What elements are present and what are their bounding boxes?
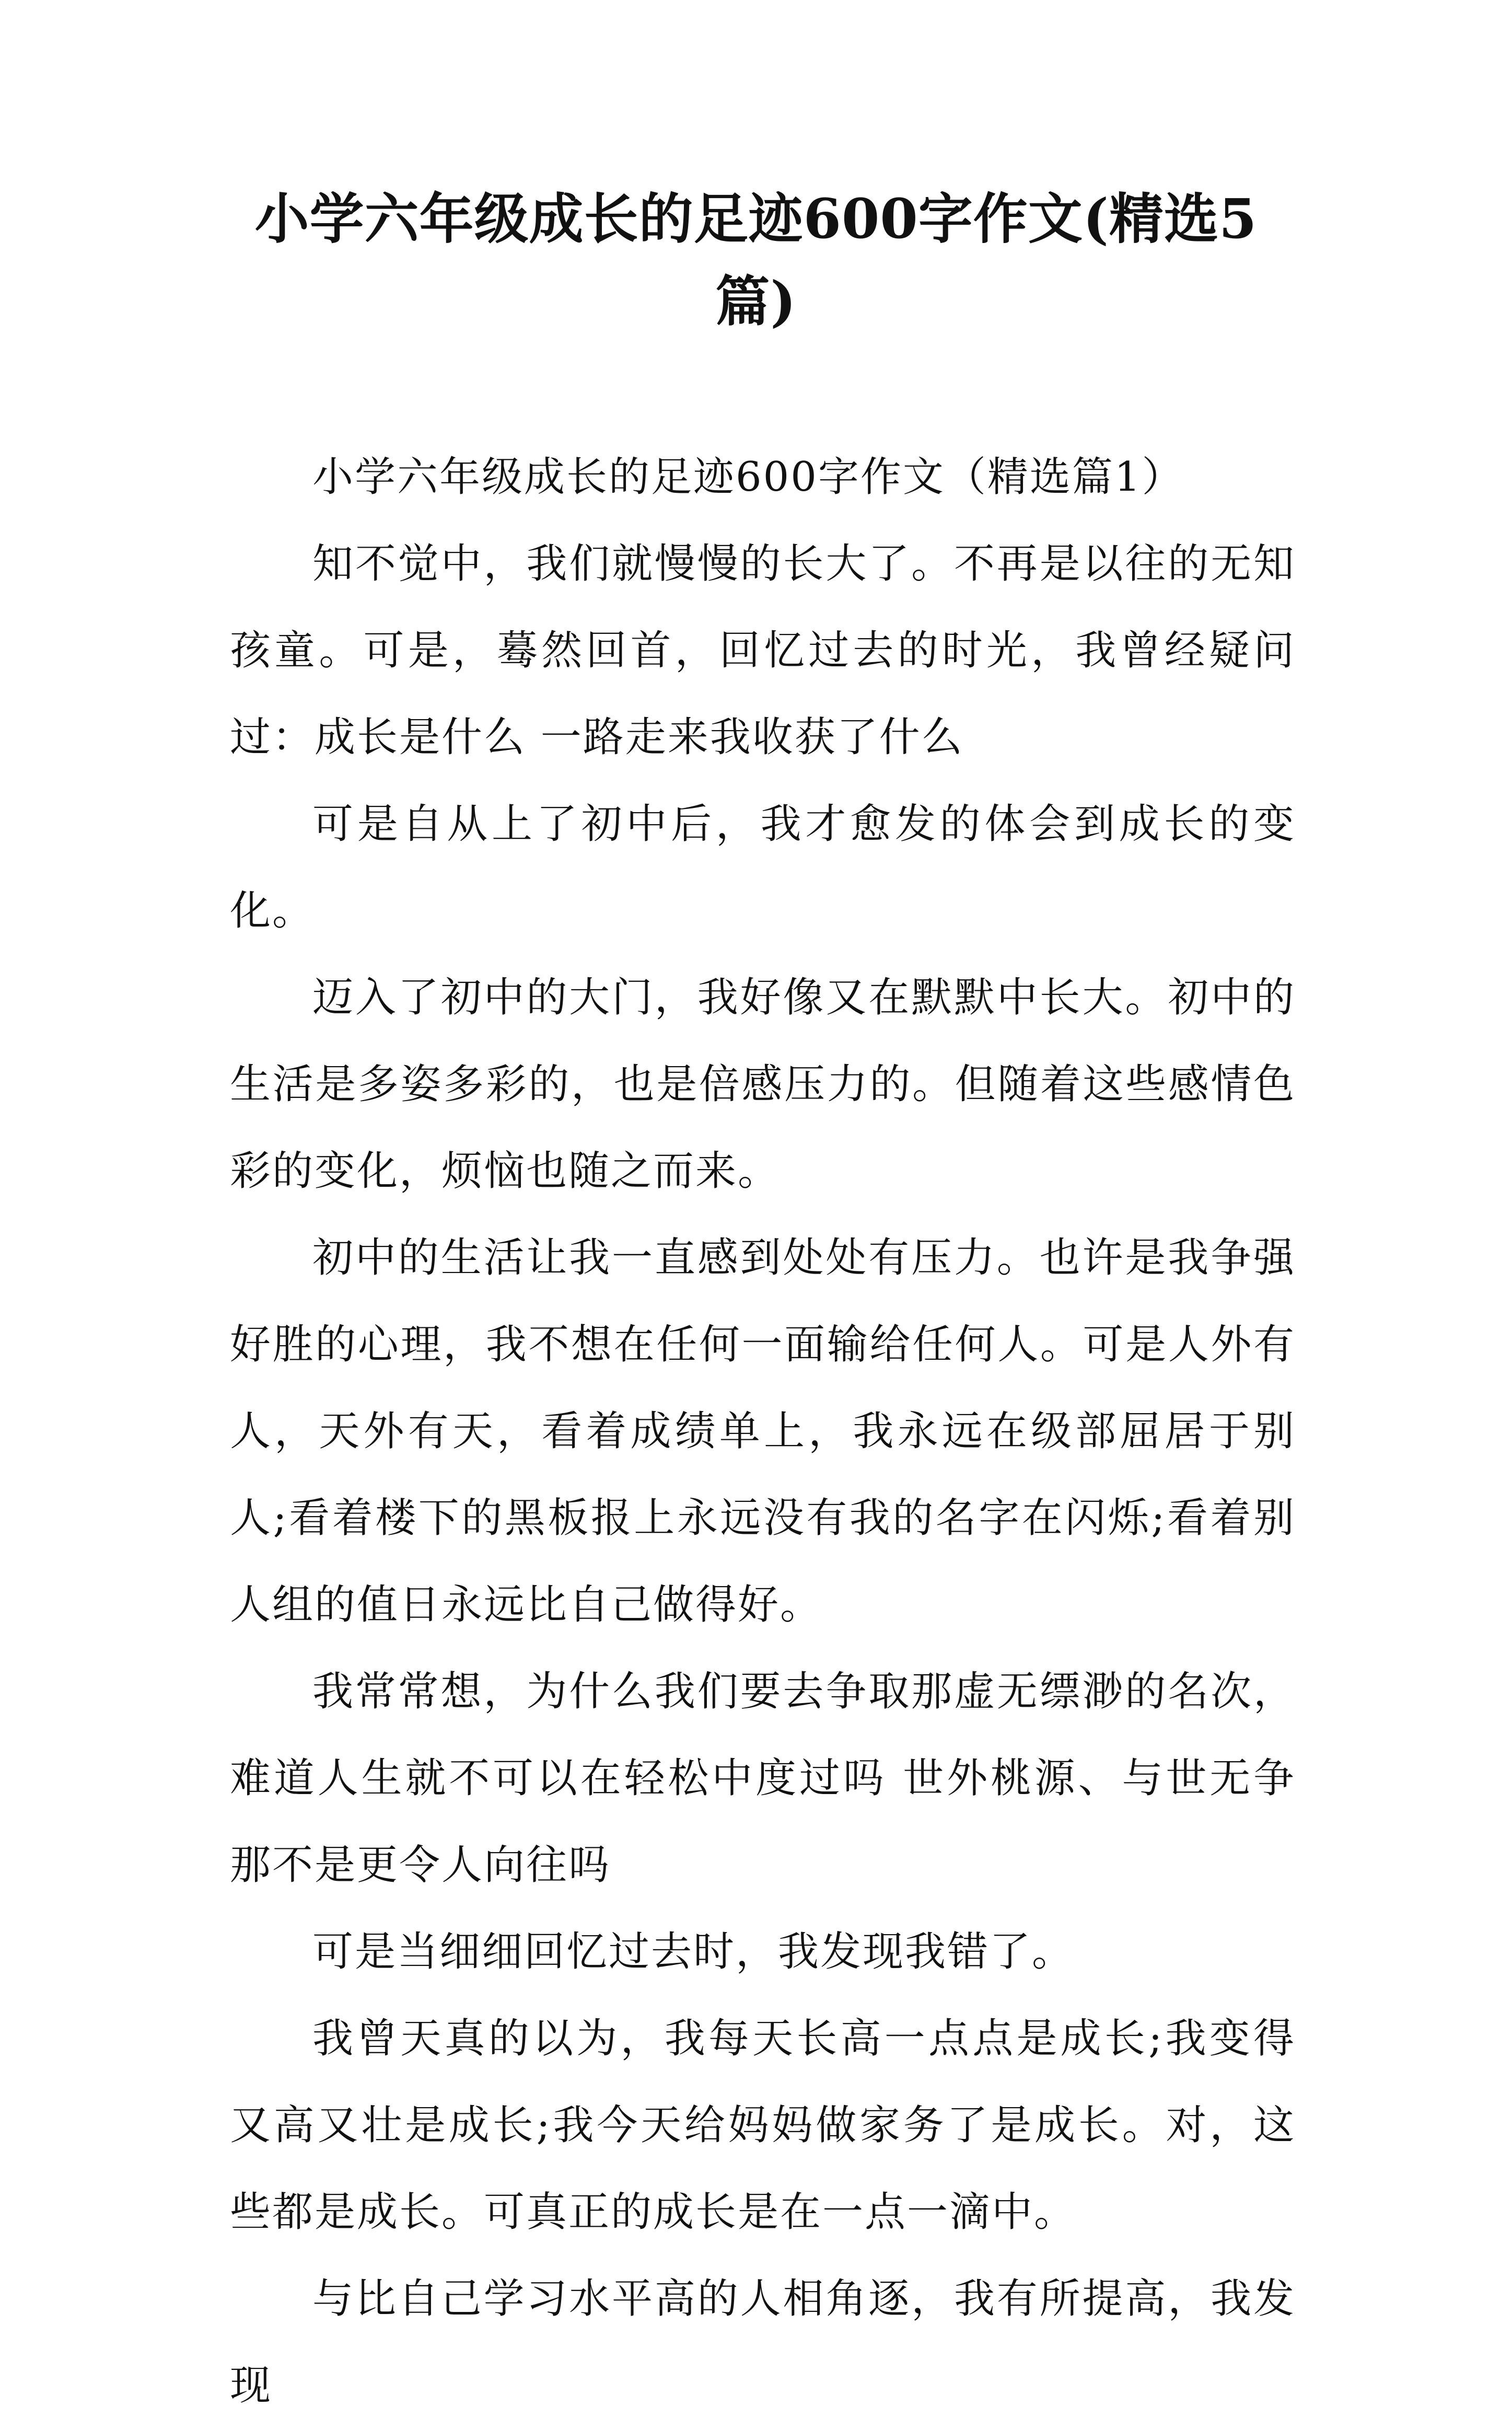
paragraph: 可是当细细回忆过去时，我发现我错了。: [312, 1928, 1075, 1975]
paragraph: 可是自从上了初中后，我才愈发的体会到成长的变化。: [230, 801, 1296, 934]
section-heading: 小学六年级成长的足迹600字作文（精选篇1）: [312, 454, 1184, 501]
paragraph: 迈入了初中的大门，我好像又在默默中长大。初中的生活是多姿多彩的，也是倍感压力的。但随着这些感情色彩的变化，烦恼也随之而来。: [230, 974, 1296, 1195]
paragraph: 与比自己学习水平高的人相角逐，我有所提高，我发现: [230, 2275, 1296, 2409]
paragraph: 初中的生活让我一直感到处处有压力。也许是我争强好胜的心理，我不想在任何一面输给任何人。可是人外有人，天外有天，看着成绩单上，我永远在级部屈居于别人;看着楼下的黑板报上永远没有我的名字在闪烁;看着别人组的值日永远比自己做得好。: [230, 1234, 1296, 1628]
paragraph: 知不觉中，我们就慢慢的长大了。不再是以往的无知孩童。可是，蓦然回首，回忆过去的时光，我曾经疑问过：成长是什么 一路走来我收获了什么: [230, 540, 1296, 761]
document-body: [230, 434, 1296, 2429]
document-title: 小学六年级成长的足迹600字作文(精选5篇): [254, 187, 1258, 333]
paragraph: 我曾天真的以为，我每天长高一点点是成长;我变得又高又壮是成长;我今天给妈妈做家务了是成长。对，这些都是成长。可真正的成长是在一点一滴中。: [230, 2015, 1296, 2236]
paragraph: 我常常想，为什么我们要去争取那虚无缥渺的名次，难道人生就不可以在轻松中度过吗 世外桃源、与世无争那不是更令人向往吗: [230, 1668, 1296, 1889]
